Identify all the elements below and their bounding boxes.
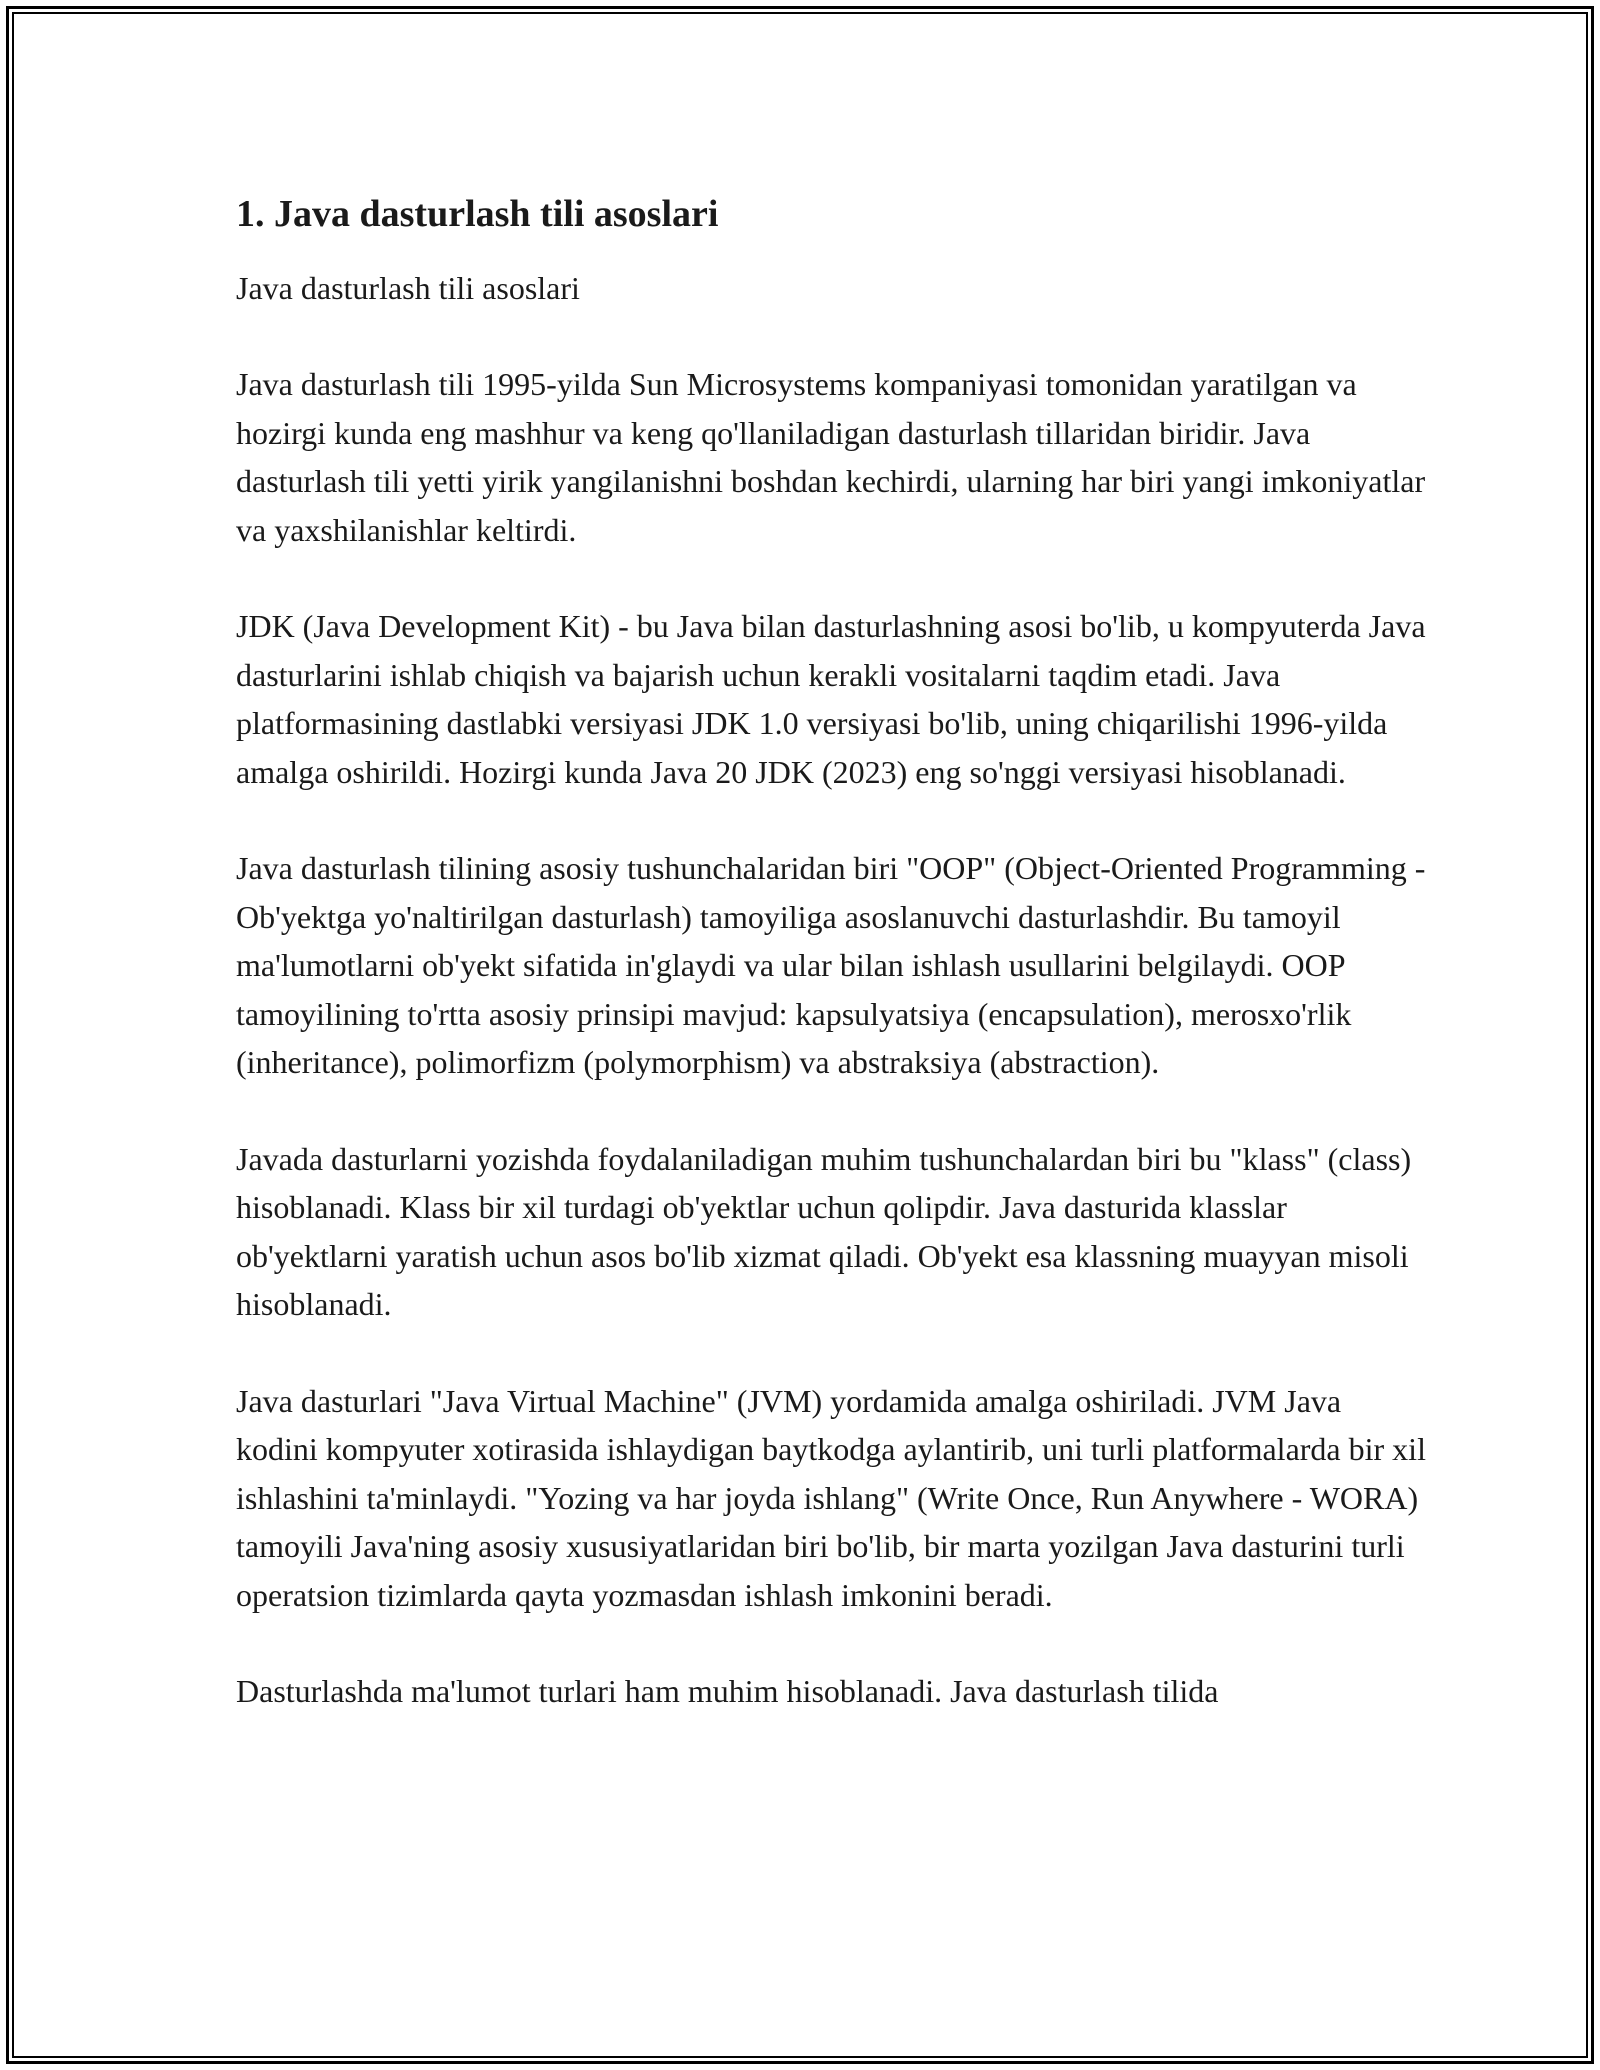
paragraph-jdk: JDK (Java Development Kit) - bu Java bilan dasturlashning asosi bo'lib, u kompyuterda Java dasturlarini ishlab chiqish va bajarish uchun kerakli vositalarni taqdim etadi. Java platformasining dastlabki versiyasi JDK 1.0 versiyasi bo'lib, uning chiqarilishi 1996-yilda amalga oshirildi. Hozirgi kunda Java 20 JDK (2023) eng so'nggi versiyasi hisoblanadi.: [236, 608, 1426, 790]
paragraph-oop: Java dasturlash tilining asosiy tushunchalaridan biri "OOP" (Object-Oriented Programming - Ob'yektga yo'naltirilgan dasturlash) tamoyiliga asoslanuvchi dasturlashdir. Bu tamoyil ma'lumotlarni ob'yekt sifatida in'glaydi va ular bilan ishlash usullarini belgilaydi. OOP tamoyilining to'rtta asosiy prinsipi mavjud: kapsulyatsiya (encapsulation), merosxo'rlik (inheritance), polimorfizm (polymorphism) va abstraksiya (abstraction).: [236, 850, 1426, 1080]
document-heading: 1. Java dasturlash tili asoslari: [236, 193, 719, 235]
paragraph-data-types: Dasturlashda ma'lumot turlari ham muhim hisoblanadi. Java dasturlash tilida: [236, 1673, 1219, 1709]
paragraph-java-history: Java dasturlash tili 1995-yilda Sun Microsystems kompaniyasi tomonidan yaratilgan va hozirgi kunda eng mashhur va keng qo'llaniladigan dasturlash tillaridan biridir. Java dasturlash tili yetti yirik yangilanishni boshdan kechirdi, ularning har biri yangi imkoniyatlar va yaxshilanishlar keltirdi.: [236, 366, 1426, 548]
paragraph-jvm: Java dasturlari "Java Virtual Machine" (JVM) yordamida amalga oshiriladi. JVM Java kodini kompyuter xotirasida ishlaydigan baytkodga aylantirib, uni turli platformalarda bir xil ishlashini ta'minlaydi. "Yozing va har joyda ishlang" (Write Once, Run Anywhere - WORA) tamoyili Java'ning asosiy xususiyatlaridan biri bo'lib, bir marta yozilgan Java dasturini turli operatsion tizimlarda qayta yozmasdan ishlash imkonini beradi.: [236, 1382, 1426, 1613]
document-body: [236, 190, 1426, 1716]
paragraph-class: Javada dasturlarni yozishda foydalaniladigan muhim tushunchalardan biri bu "klass" (class) hisoblanadi. Klass bir xil turdagi ob'yektlar uchun qolipdir. Java dasturida klasslar ob'yektlarni yaratish uchun asos bo'lib xizmat qiladi. Ob'yekt esa klassning muayyan misoli hisoblanadi.: [236, 1140, 1412, 1322]
document-subtitle: Java dasturlash tili asoslari: [236, 270, 580, 306]
